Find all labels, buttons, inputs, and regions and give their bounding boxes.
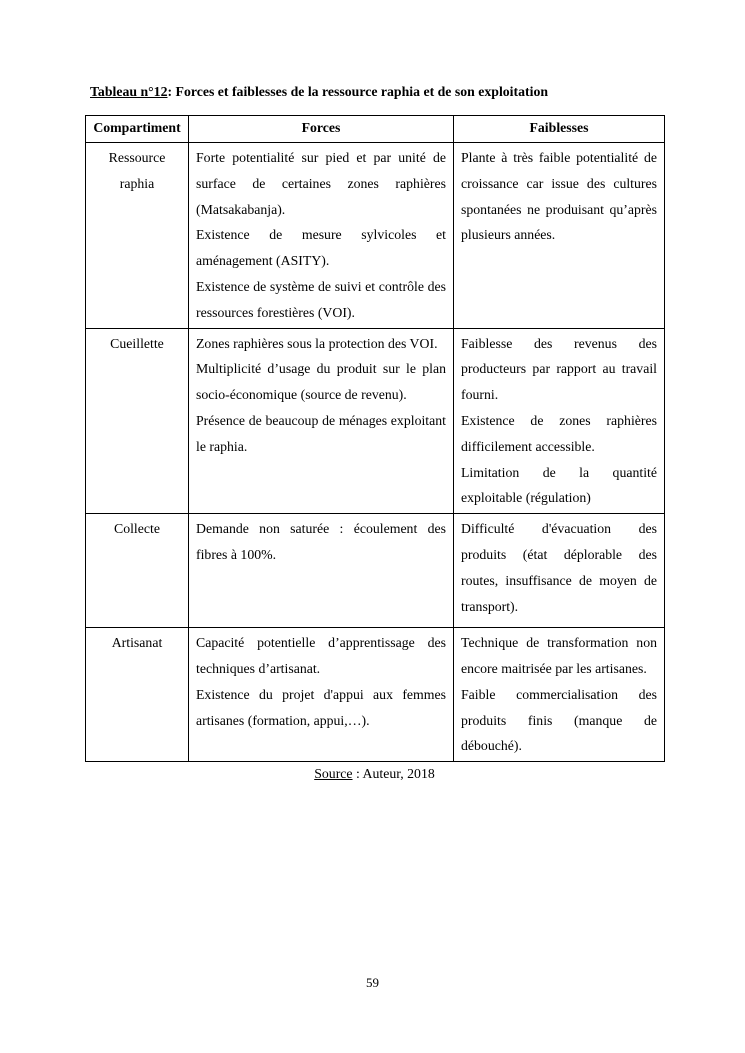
forces-item: Multiplicité d’usage du produit sur le plan socio-économique (source de revenu).	[196, 361, 446, 403]
cell-compartiment: Collecte	[86, 514, 189, 628]
forces-item: Présence de beaucoup de ménages exploitant le raphia.	[196, 412, 446, 454]
forces-faiblesses-table	[85, 115, 665, 762]
table-row-ressource-raphia	[86, 143, 665, 329]
faiblesses-item: Difficulté d'évacuation des produits (état déplorable des routes, insuffisance de moyen de transport).	[461, 521, 657, 614]
cell-faiblesses	[454, 328, 665, 514]
forces-item: Existence du projet d'appui aux femmes artisanes (formation, appui,…).	[196, 686, 446, 728]
forces-item: Existence de système de suivi et contrôle des ressources forestières (VOI).	[196, 278, 446, 320]
table-title-label: Tableau n°12	[90, 84, 168, 99]
page-content	[85, 84, 664, 782]
forces-item: Forte potentialité sur pied et par unité de surface de certaines zones raphières (Matsakabanja).	[196, 150, 446, 217]
forces-item: Capacité potentielle d’apprentissage des techniques d’artisanat.	[196, 635, 446, 676]
column-header-forces: Forces	[189, 116, 454, 143]
faiblesses-item: Limitation de la quantité exploitable (régulation)	[461, 464, 657, 506]
cell-compartiment: Ressource raphia	[86, 143, 189, 329]
forces-item: Zones raphières sous la protection des VOI.	[196, 335, 438, 351]
table-title-text: : Forces et faiblesses de la ressource raphia et de son exploitation	[167, 84, 549, 99]
faiblesses-item: Faible commercialisation des produits finis (manque de débouché).	[461, 686, 657, 754]
source-label: Source	[314, 766, 353, 782]
cell-faiblesses	[454, 143, 665, 329]
source-line	[85, 766, 664, 782]
source-text: : Auteur, 2018	[352, 766, 435, 782]
table-row-artisanat	[86, 628, 665, 762]
column-header-compartiment: Compartiment	[86, 116, 189, 143]
cell-forces	[189, 143, 454, 329]
table-row-cueillette	[86, 328, 665, 514]
page-number: 59	[366, 975, 379, 990]
cell-forces	[189, 514, 454, 628]
faiblesses-item: Faiblesse des revenus des producteurs par rapport au travail fourni.	[461, 335, 657, 403]
table-header-row	[86, 116, 665, 143]
cell-forces	[189, 328, 454, 514]
faiblesses-item: Existence de zones raphières difficilement accessible.	[461, 412, 657, 454]
cell-faiblesses	[454, 628, 665, 762]
cell-compartiment: Cueillette	[86, 328, 189, 514]
cell-compartiment: Artisanat	[86, 628, 189, 762]
forces-item: Existence de mesure sylvicoles et aménagement (ASITY).	[196, 227, 446, 269]
cell-faiblesses	[454, 514, 665, 628]
table-title	[90, 84, 664, 100]
column-header-faiblesses: Faiblesses	[454, 116, 665, 143]
forces-item: Demande non saturée : écoulement des fibres à 100%.	[196, 521, 446, 562]
table-row-collecte	[86, 514, 665, 628]
faiblesses-item: Technique de transformation non encore maitrisée par les artisanes.	[461, 635, 657, 676]
cell-forces	[189, 628, 454, 762]
faiblesses-item: Plante à très faible potentialité de croissance car issue des cultures spontanées ne produisant qu’après plusieurs années.	[461, 150, 657, 243]
